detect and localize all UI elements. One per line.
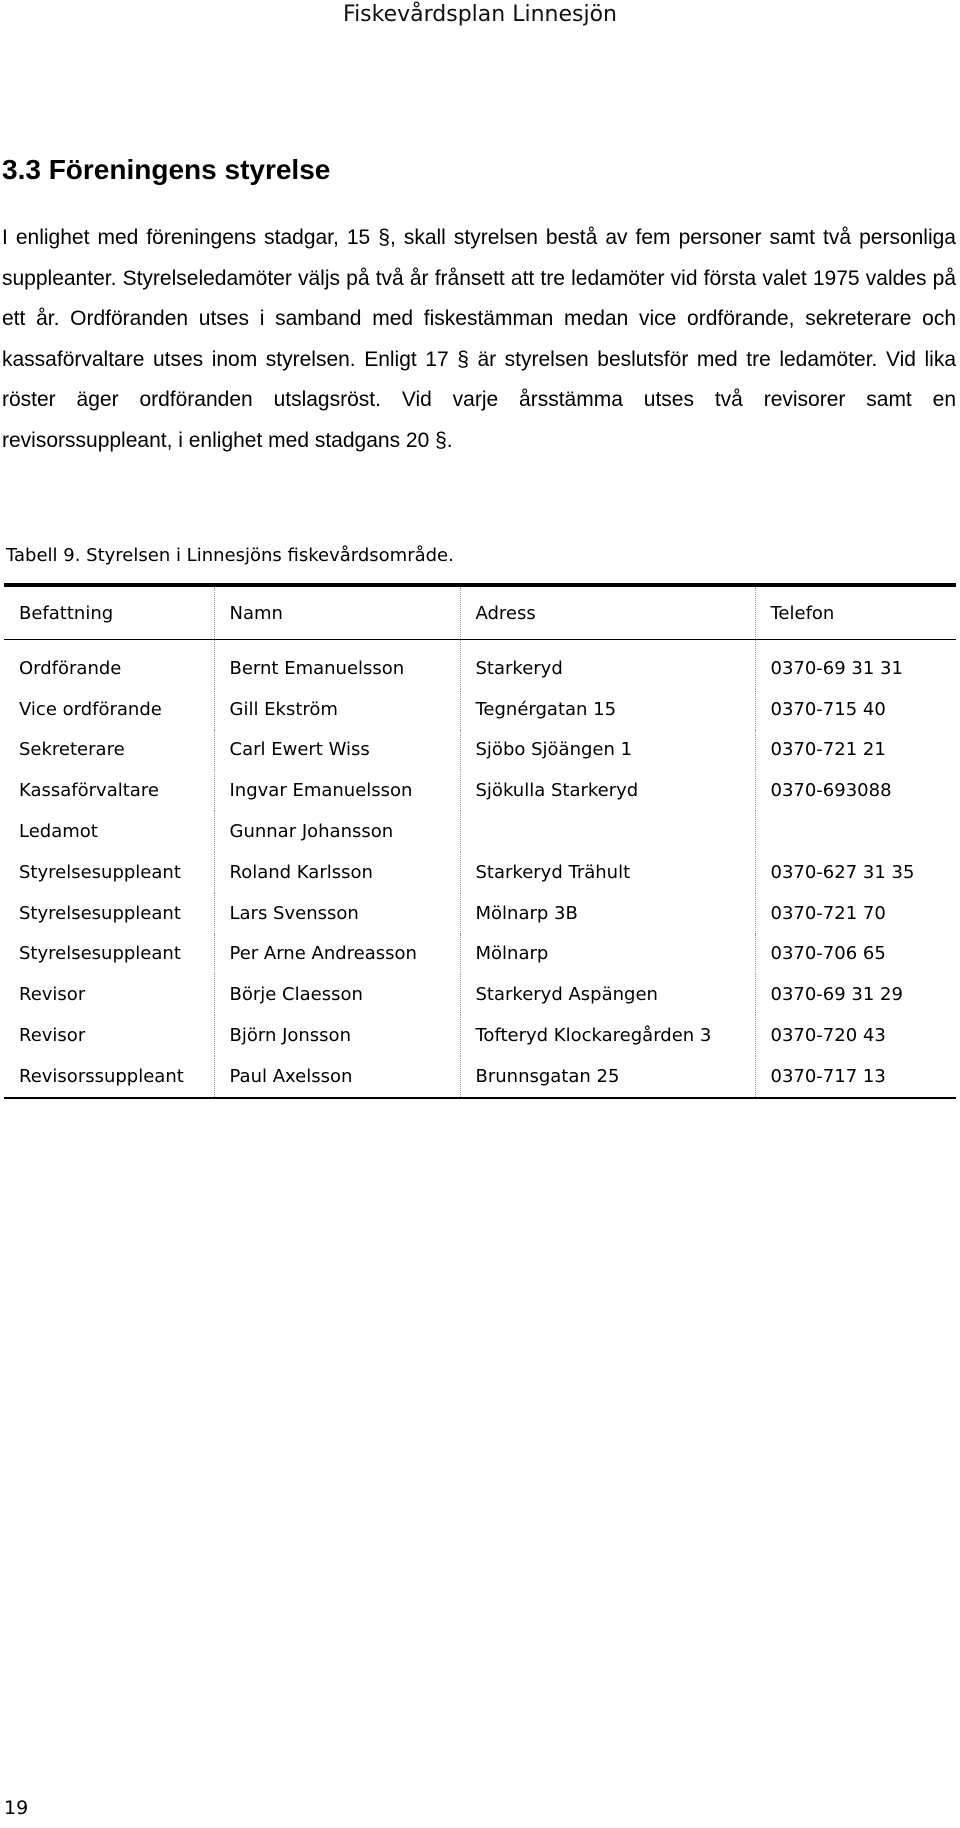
page-number: 19 — [4, 1797, 29, 1819]
cell-namn: Björn Jonsson — [214, 1015, 460, 1056]
cell-befattning: Styrelsesuppleant — [19, 902, 181, 924]
cell-befattning: Revisorssuppleant — [19, 1065, 184, 1087]
column-header-namn: Namn — [214, 585, 460, 640]
cell-namn: Ingvar Emanuelsson — [214, 770, 460, 811]
cell-befattning: Sekreterare — [19, 739, 125, 761]
body-paragraph: I enlighet med föreningens stadgar, 15 §, skall styrelsen bestå av fem personer samt två personliga suppleanter. Styrelseledamöter väljs på två år frånsett att tre ledamöter vid första valet 1975 valdes på ett år. Ordföranden utses i samband med fiskestämman medan vice ordförande, sekreterare och kassaförvaltare utses inom styrelsen. Enligt 17 § är styrelsen beslutsför med tre ledamöter. Vid lika röster äger ordföranden utslagsröst. Vid varje årsstämma utses två revisorer samt en revisorssuppleant, i enlighet med stadgans 20 §. — [2, 226, 956, 452]
cell-adress: Tegnérgatan 15 — [460, 689, 755, 730]
cell-befattning: Ledamot — [19, 821, 98, 843]
table-row — [4, 730, 956, 771]
cell-adress: Sjöbo Sjöängen 1 — [460, 730, 755, 771]
cell-adress: Mölnarp 3B — [460, 893, 755, 934]
cell-telefon: 0370-721 21 — [755, 730, 956, 771]
cell-telefon: 0370-715 40 — [755, 689, 956, 730]
cell-namn: Roland Karlsson — [214, 852, 460, 893]
cell-namn: Paul Axelsson — [214, 1056, 460, 1098]
table-row — [4, 1056, 956, 1098]
cell-namn: Carl Ewert Wiss — [214, 730, 460, 771]
table-row — [4, 974, 956, 1015]
cell-telefon — [755, 811, 956, 852]
cell-telefon: 0370-721 70 — [755, 893, 956, 934]
cell-befattning: Vice ordförande — [19, 698, 162, 720]
board-table — [4, 583, 956, 1099]
table-row — [4, 689, 956, 730]
cell-namn: Per Arne Andreasson — [214, 934, 460, 975]
cell-namn: Lars Svensson — [214, 893, 460, 934]
cell-telefon: 0370-717 13 — [755, 1056, 956, 1098]
cell-namn: Bernt Emanuelsson — [214, 640, 460, 689]
cell-adress: Starkeryd Aspängen — [460, 974, 755, 1015]
cell-adress: Tofteryd Klockaregården 3 — [460, 1015, 755, 1056]
cell-telefon: 0370-69 31 29 — [755, 974, 956, 1015]
table-body — [4, 640, 956, 1098]
running-header: Fiskevårdsplan Linnesjön — [343, 2, 617, 27]
table-row — [4, 852, 956, 893]
table-caption: Tabell 9. Styrelsen i Linnesjöns fiskevårdsområde. — [6, 545, 454, 566]
cell-adress: Starkeryd — [460, 640, 755, 689]
cell-adress — [460, 811, 755, 852]
table-header-row — [4, 585, 956, 640]
cell-telefon: 0370-706 65 — [755, 934, 956, 975]
cell-befattning: Kassaförvaltare — [19, 780, 159, 802]
cell-adress: Sjökulla Starkeryd — [460, 770, 755, 811]
table-row — [4, 770, 956, 811]
table-row — [4, 893, 956, 934]
table-row — [4, 640, 956, 689]
table-row — [4, 1015, 956, 1056]
cell-telefon: 0370-720 43 — [755, 1015, 956, 1056]
cell-adress: Brunnsgatan 25 — [460, 1056, 755, 1098]
cell-befattning: Styrelsesuppleant — [19, 943, 181, 965]
cell-namn: Gill Ekström — [214, 689, 460, 730]
column-header-adress: Adress — [460, 585, 755, 640]
column-header-telefon: Telefon — [755, 585, 956, 640]
cell-namn: Börje Claesson — [214, 974, 460, 1015]
cell-telefon: 0370-693088 — [755, 770, 956, 811]
table-row — [4, 811, 956, 852]
column-header-befattning: Befattning — [19, 602, 114, 624]
cell-befattning: Revisor — [19, 1025, 86, 1047]
cell-adress: Starkeryd Trähult — [460, 852, 755, 893]
cell-adress: Mölnarp — [460, 934, 755, 975]
cell-befattning: Revisor — [19, 984, 86, 1006]
cell-namn: Gunnar Johansson — [214, 811, 460, 852]
cell-telefon: 0370-69 31 31 — [755, 640, 956, 689]
cell-befattning: Ordförande — [19, 657, 122, 679]
section-heading: 3.3 Föreningens styrelse — [2, 154, 331, 185]
cell-telefon: 0370-627 31 35 — [755, 852, 956, 893]
cell-befattning: Styrelsesuppleant — [19, 861, 181, 883]
table-row — [4, 934, 956, 975]
